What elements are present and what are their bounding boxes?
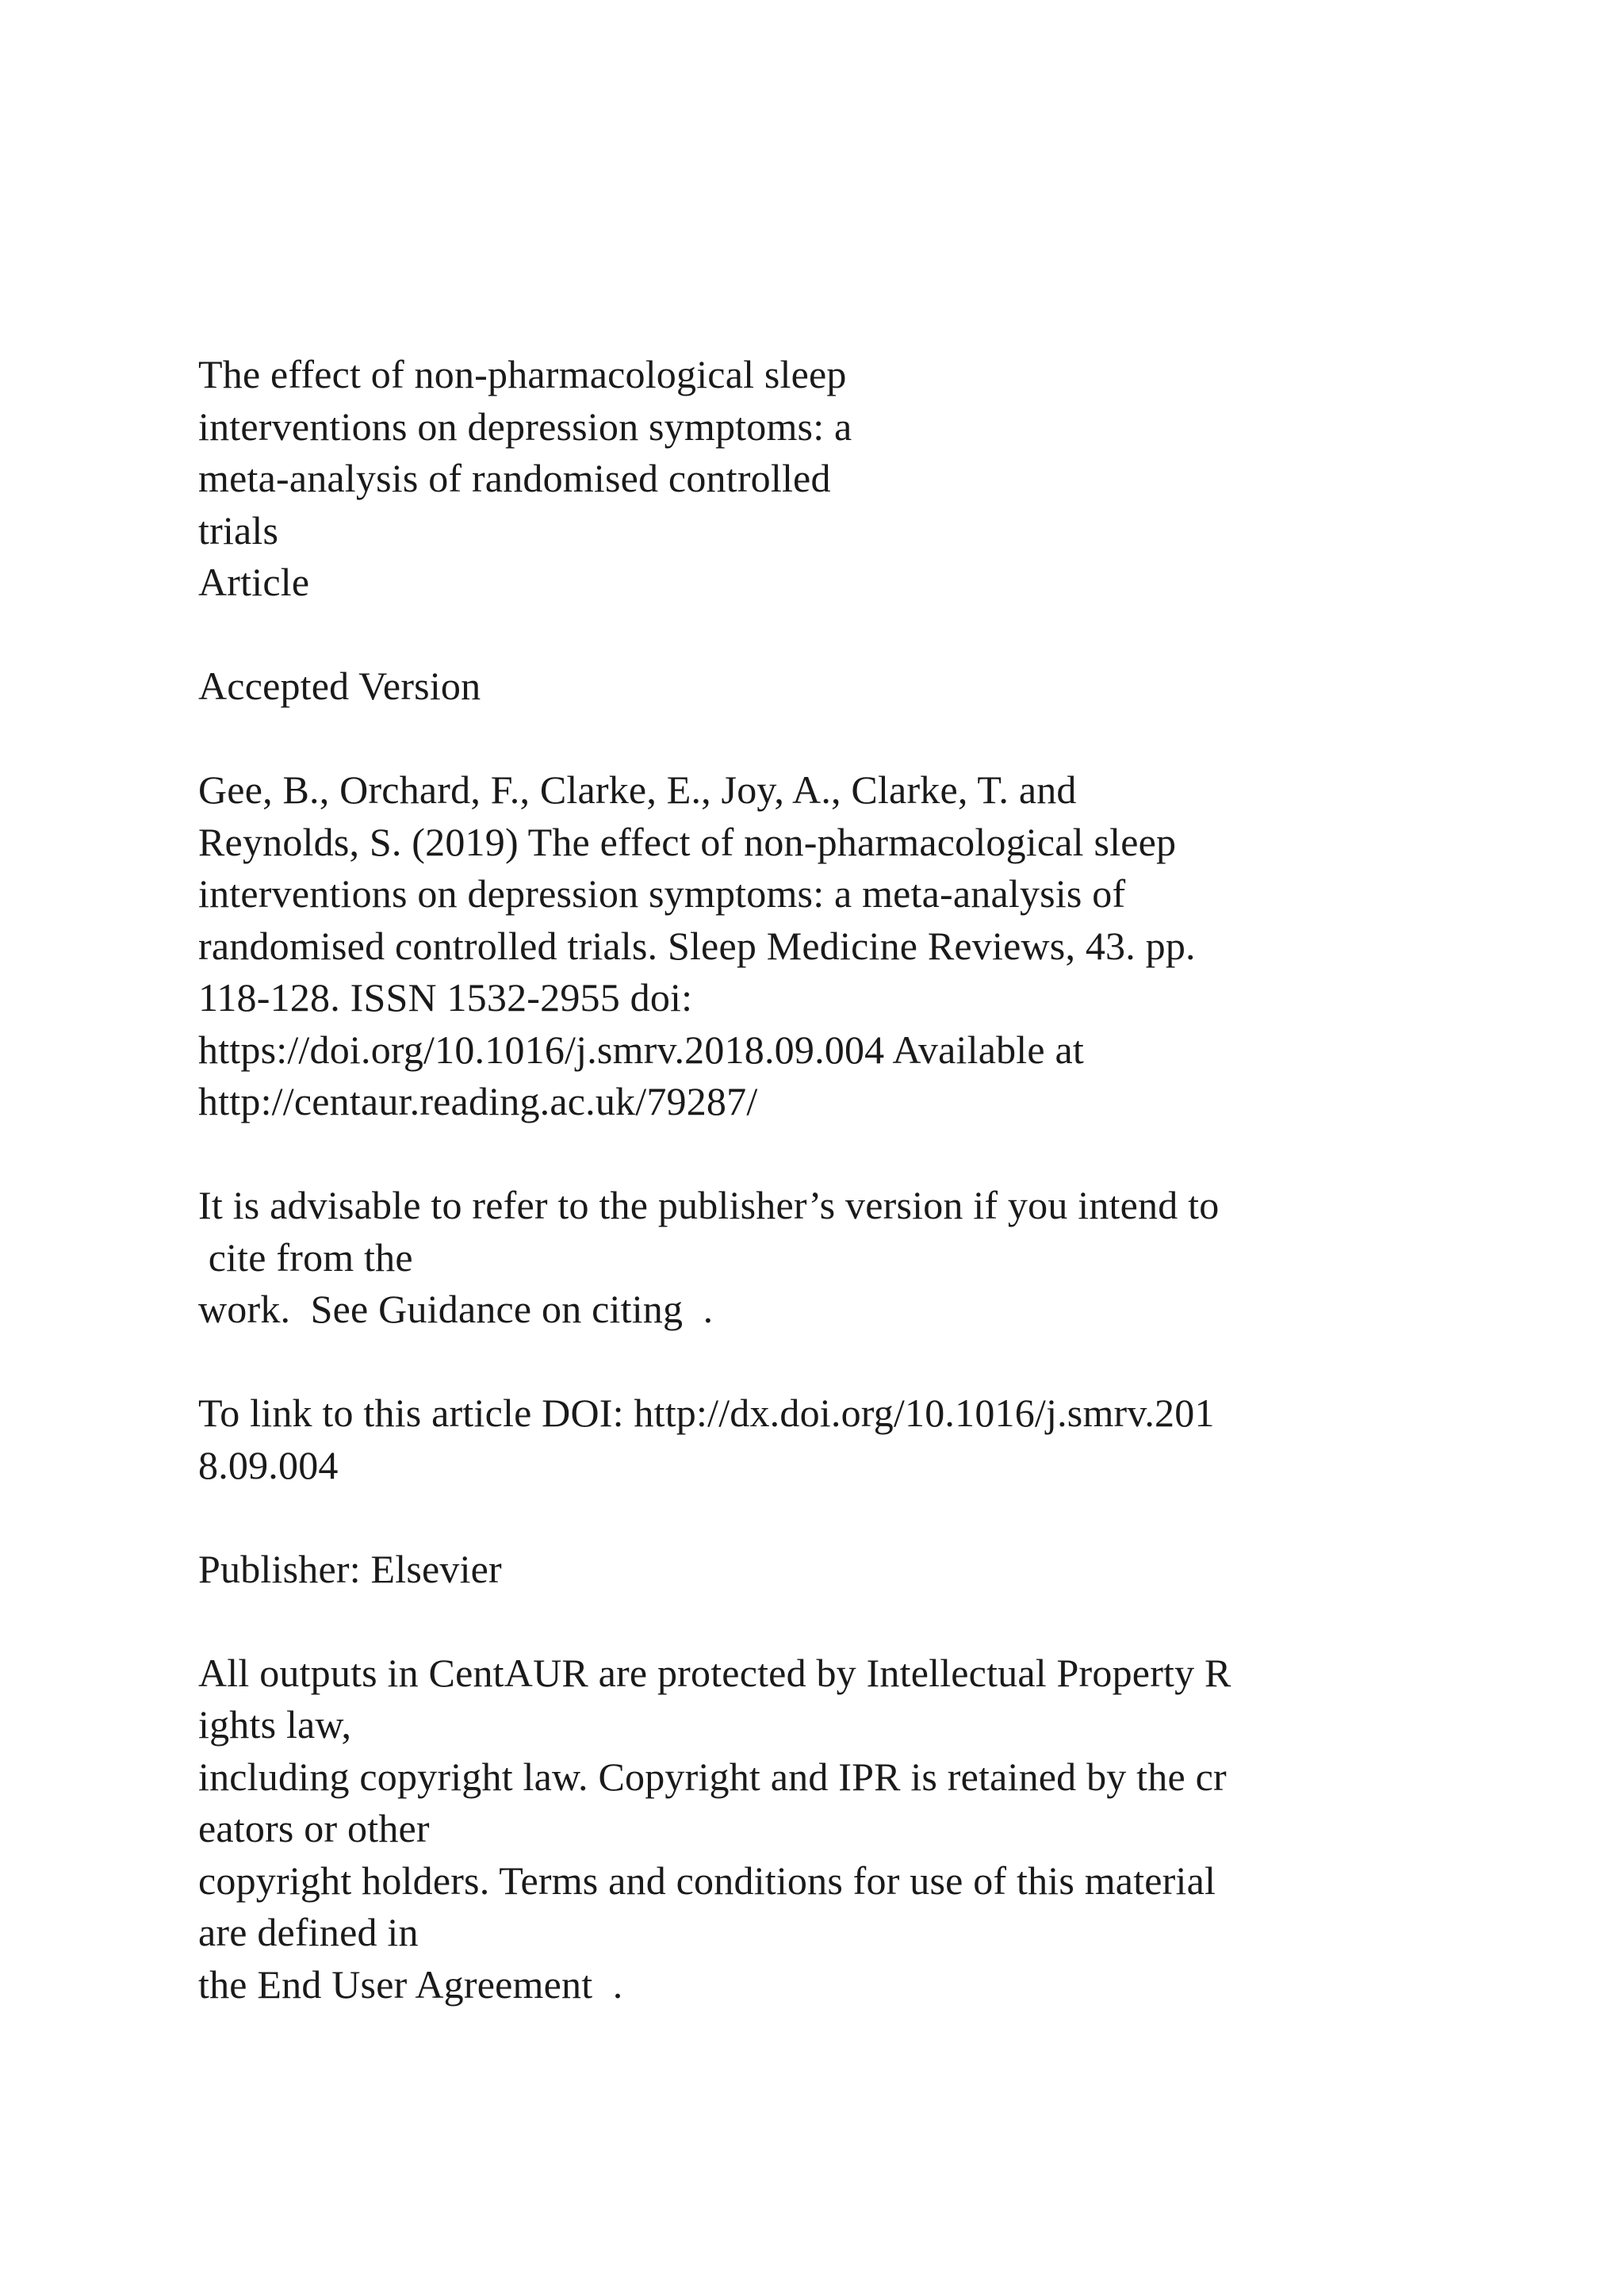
- doi-link-block: [198, 1387, 1546, 1491]
- spacer: [198, 1595, 1546, 1647]
- spacer: [198, 609, 1546, 661]
- rights-line: including copyright law. Copyright and IPR is retained by the cr: [198, 1754, 1227, 1799]
- rights-line: eators or other: [198, 1806, 430, 1850]
- rights-line: ights law,: [198, 1702, 352, 1747]
- rights-line: copyright holders. Terms and conditions for use of this material: [198, 1858, 1216, 1903]
- advisory-line: work. See Guidance on citing .: [198, 1287, 714, 1331]
- spacer: [198, 1336, 1546, 1388]
- advisory-note: [198, 1180, 1546, 1336]
- document-type: Article: [198, 560, 310, 604]
- document-page: [198, 349, 1546, 2011]
- citation-line: Reynolds, S. (2019) The effect of non-pharmacological sleep: [198, 819, 1177, 864]
- citation-doi-line: https://doi.org/10.1016/j.smrv.2018.09.004 Available at: [198, 1027, 1084, 1072]
- spacer: [198, 1128, 1546, 1181]
- advisory-line: It is advisable to refer to the publisher’s version if you intend to: [198, 1183, 1220, 1227]
- spacer: [198, 1491, 1546, 1544]
- spacer: [198, 713, 1546, 765]
- doi-line: To link to this article DOI: http://dx.doi.org/10.1016/j.smrv.201: [198, 1391, 1215, 1435]
- advisory-line: cite from the: [198, 1234, 413, 1280]
- rights-statement: [198, 1647, 1546, 2011]
- citation-url-line: http://centaur.reading.ac.uk/79287/: [198, 1079, 758, 1123]
- citation: [198, 764, 1546, 1128]
- citation-line: randomised controlled trials. Sleep Medicine Reviews, 43. pp.: [198, 923, 1196, 968]
- title-line: The effect of non-pharmacological sleep: [198, 352, 847, 396]
- rights-line: All outputs in CentAUR are protected by Intellectual Property R: [198, 1650, 1231, 1695]
- title-line: trials: [198, 507, 279, 553]
- title-line: interventions on depression symptoms: a: [198, 404, 852, 449]
- article-title: [198, 349, 1546, 557]
- citation-line: 118-128. ISSN 1532-2955 doi:: [198, 975, 693, 1020]
- rights-line: the End User Agreement .: [198, 1961, 623, 2007]
- version-label: Accepted Version: [198, 664, 481, 708]
- citation-line: Gee, B., Orchard, F., Clarke, E., Joy, A., Clarke, T. and: [198, 767, 1077, 812]
- rights-line: are defined in: [198, 1910, 419, 1954]
- doi-line: 8.09.004: [198, 1442, 339, 1487]
- title-line: meta-analysis of randomised controlled: [198, 456, 831, 500]
- citation-line: interventions on depression symptoms: a meta-analysis of: [198, 871, 1126, 916]
- publisher: Publisher: Elsevier: [198, 1546, 502, 1591]
